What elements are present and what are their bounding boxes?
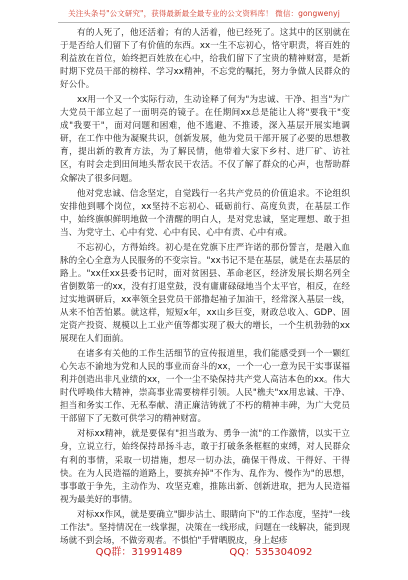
paragraph: 他对党忠诚、信念坚定，自觉践行一名共产党员的价值追求。不论组织安排他到哪个岗位，xx坚持不忘初心、砥砺前行、高度负责，在基层工作中，始终旗帜鲜明地做一个清醒的明白人，是对党忠诚，坚定理想、敢于担当、为党守土、心中有党、心中有民、心中有责、心中有戒。 [60,188,350,238]
header-divider [58,22,350,23]
paragraph: 对标xx精神，就是要保有"担当敢为、勇争一流"的工作激情，以实干立身，立说立行，始终保持昂扬斗志，敢于打破条条框框的束缚，对人民群众有利的事情，采取一切措施，想尽一切办法，确保干得成、干得好、干得快。在为人民造福的道路上，要摈弃掉"不作为、乱作为、慢作为"的思想，事事敢于争先，主动作为、攻坚克难，推陈出新、创新进取，把为人民造福视为最美好的事情。 [60,429,350,505]
page-header: 关注头条号"公文研究"，获得最新最全最专业的公文资料库！ 微信：gongwenyj [68,9,340,18]
paragraph: 不忘初心，方得始终。初心是在党旗下庄严许诺的那份誓言，是融入血脉的全心全意为人民服务的不变宗旨。"xx书记不是在基层，就是在去基层的路上。"xx任xx县委书记时，面对贫困县、革命老区，经济发展长期名列全省倒数第一的xx，没有打退堂鼓，没有庸庸碌碌地当个太平官，相反，在经过实地调研后，xx率领全县党员干部撸起袖子加油干，经常深入基层一线，从来不怕苦怕累。就这样，短短x年，xx山乡巨变，财政总收入、GDP、固定资产投资、规模以上工业产值等都实现了极大的增长，一个生机勃勃的xx展现在人们面前。 [60,242,350,345]
paragraph: 在诸多有关他的工作生活细节的宣传报道里，我们能感受到一个一颗红心矢志不渝地为党和人民的事业而奋斗的xx，一个一心一意为民干实事谋福利并创造出非凡业绩的xx，一个一尘不染保持共产党人高洁本色的xx。伟大时代呼唤伟大精神，崇高事业需要榜样引领。人民"樵夫"xx用忠诚、干净、担当和务实工作、无私奉献、清正廉洁铸就了不朽的精神丰碑，为广大党员干部留下了无数可供学习的精神财富。 [60,349,350,425]
document-body [60,27,350,550]
paragraph: xx用一个又一个实际行动，生动诠释了何为"为忠诚、干净、担当"为广大党员干部立起了一面明亮的镜子。在任期间xx总是能让人将"要我干"变成"我要干"，面对问题和困难，他不逃避、不推诿，深入基层开展实地调研，在工作中他为凝聚共识，创新发展，他为党员干部开展了必要的思想教育，提出新的教育方法，为了解民情，他带着大家下乡村、进厂矿、访社区，有时会走到田间地头帮农民干农活。不仅了解了群众的心声，也帮助群众解决了很多问题。 [60,95,350,184]
paragraph: 有的人死了，他还活着；有的人活着，他已经死了。这其中的区别就在于是否给人们留下了有价值的东西。xx一生不忘初心，恪守职责，将百姓的利益放在首位，始终把百姓放在心中，给我们留下了宝贵的精神财富，是新时期下党员干部的榜样、学习xx精神，不忘党的嘱托，努力争做人民群众的好公仆。 [60,28,350,91]
qq-group-text: QQ群：31991489 [95,547,183,558]
paragraph: 对标xx作风，就是要确立"脚步沾土、眼睛向下"的工作态度，坚持"一线工作法"。坚持情况在一线掌握，决策在一线形成，问题在一线解决，能到现场就不到会场，不做旁观者。不惧怕"手臂晒脱皮，身上起疹 [60,509,350,546]
qq-text: QQ：535304092 [229,547,313,558]
page-footer [0,543,408,558]
